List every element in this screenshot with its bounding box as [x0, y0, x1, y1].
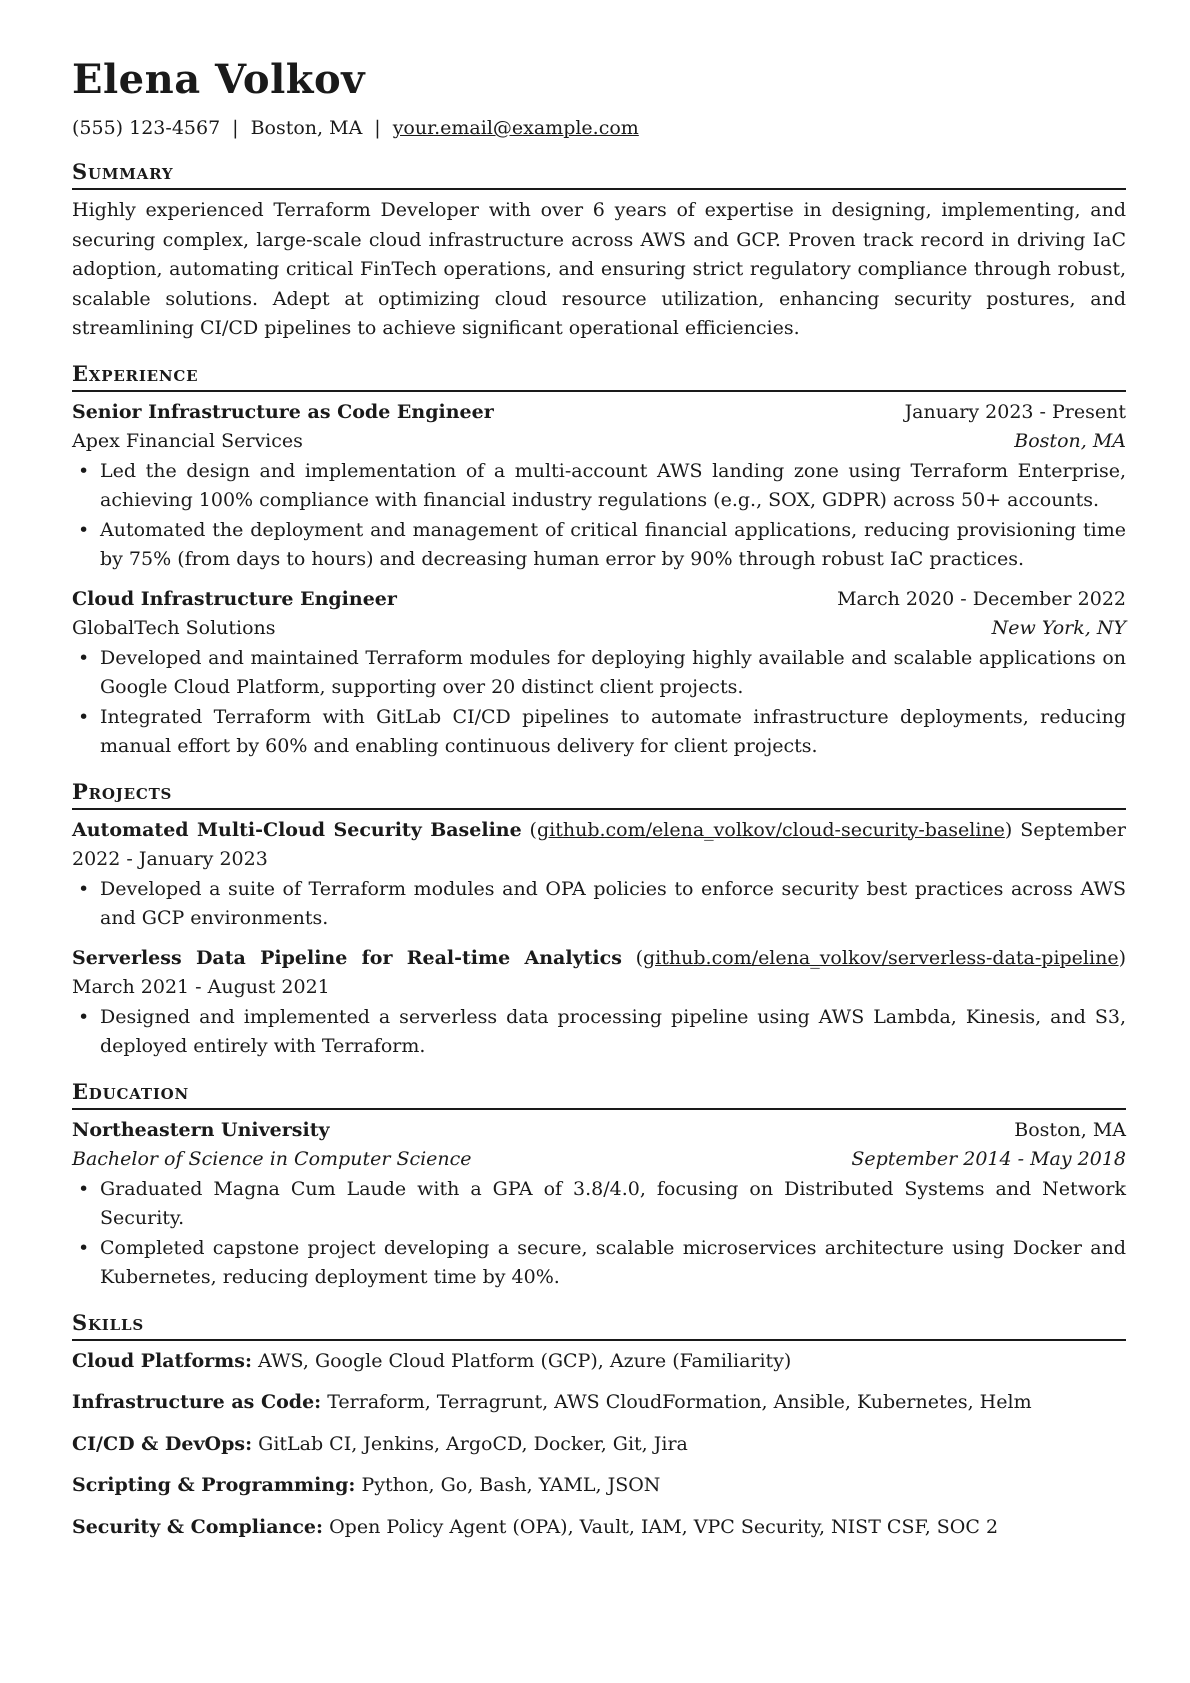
list-item: • Led the design and implementation of a multi-account AWS landing zone using Terraform Enterprise, achieving 100% compliance with financial industry regulations (e.g., SOX, GDPR) across 50+ accounts.: [100, 457, 1126, 516]
skill-value: Terraform, Terragrunt, AWS CloudFormation, Ansible, Kubernetes, Helm: [327, 1391, 1032, 1413]
bullet-icon: •: [78, 459, 90, 482]
experience-section: [72, 360, 1126, 762]
location: Boston, MA: [250, 117, 363, 139]
education-entry: [72, 1116, 1126, 1293]
job-company: Apex Financial Services: [72, 430, 303, 452]
education-dates: September 2014 - May 2018: [851, 1148, 1126, 1170]
job-role: Senior Infrastructure as Code Engineer: [72, 400, 494, 423]
job-location: New York, NY: [991, 617, 1126, 639]
project-dates: March 2021 - August 2021: [72, 976, 330, 998]
section-title: Summary: [72, 158, 1126, 190]
job-company: GlobalTech Solutions: [72, 617, 276, 639]
skill-label: CI/CD & DevOps:: [72, 1432, 253, 1455]
education-section: [72, 1078, 1126, 1293]
bullet-icon: •: [78, 646, 90, 669]
list-item: • Designed and implemented a serverless data processing pipeline using AWS Lambda, Kinesis, and S3, deployed entirely with Terraform.: [100, 1003, 1126, 1062]
skill-value: Open Policy Agent (OPA), Vault, IAM, VPC Security, NIST CSF, SOC 2: [329, 1515, 999, 1538]
section-title: Projects: [72, 778, 1126, 810]
bullet-icon: •: [78, 705, 90, 728]
list-item: • Developed a suite of Terraform modules and OPA policies to enforce security best practices across AWS and GCP environments.: [100, 875, 1126, 934]
skill-group: [72, 1388, 1126, 1418]
job-entry: [72, 585, 1126, 762]
phone: (555) 123-4567: [72, 117, 221, 139]
skill-label: Security & Compliance:: [72, 1515, 324, 1538]
skill-group: [72, 1471, 1126, 1501]
school-name: Northeastern University: [72, 1118, 330, 1141]
skill-value: Python, Go, Bash, YAML, JSON: [361, 1474, 661, 1496]
contact-line: [72, 114, 1126, 142]
job-dates: January 2023 - Present: [904, 400, 1126, 423]
summary-section: [72, 158, 1126, 344]
skill-value: GitLab CI, Jenkins, ArgoCD, Docker, Git, Jira: [258, 1432, 688, 1455]
project-entry: Automated Multi-Cloud Security Baseline (github.com/elena_volkov/cloud-security-baseline) September 2022 - January 2023 • Developed a suite of Terraform modules and OPA policies to enforce security best practices across AWS and GCP environments.: [72, 816, 1126, 934]
project-name: Serverless Data Pipeline for Real-time Analytics: [72, 946, 622, 969]
bullet-icon: •: [78, 877, 90, 900]
list-item: • Graduated Magna Cum Laude with a GPA of 3.8/4.0, focusing on Distributed Systems and Network Security.: [100, 1175, 1126, 1234]
job-role: Cloud Infrastructure Engineer: [72, 587, 397, 610]
skill-group: [72, 1347, 1126, 1377]
project-name: Automated Multi-Cloud Security Baseline: [72, 818, 522, 841]
skill-label: Scripting & Programming:: [72, 1474, 356, 1496]
school-location: Boston, MA: [1014, 1118, 1126, 1141]
bullet-icon: •: [78, 1005, 90, 1028]
skill-label: Cloud Platforms:: [72, 1349, 252, 1372]
list-item: • Automated the deployment and management of critical financial applications, reducing provisioning time by 75% (from days to hours) and decreasing human error by 90% through robust IaC practices.: [100, 516, 1126, 575]
skill-group: [72, 1430, 1126, 1460]
section-title: Skills: [72, 1309, 1126, 1341]
project-link[interactable]: github.com/elena_volkov/serverless-data-pipeline: [643, 946, 1119, 969]
bullet-icon: •: [78, 518, 90, 541]
skill-label: Infrastructure as Code:: [72, 1391, 322, 1413]
separator: |: [232, 117, 239, 139]
project-entry: Serverless Data Pipeline for Real-time Analytics (github.com/elena_volkov/serverless-data-pipeline) March 2021 - August 2021 • Designed and implemented a serverless data processing pipeline using AWS Lambda, Kinesis, and S3, deployed entirely with Terraform.: [72, 944, 1126, 1062]
skill-value: AWS, Google Cloud Platform (GCP), Azure (Familiarity): [258, 1349, 792, 1372]
bullet-icon: •: [78, 1236, 90, 1259]
projects-section: [72, 778, 1126, 1062]
list-item: • Completed capstone project developing a secure, scalable microservices architecture using Docker and Kubernetes, reducing deployment time by 40%.: [100, 1234, 1126, 1293]
skills-section: [72, 1309, 1126, 1543]
job-entry: [72, 398, 1126, 575]
section-title: Education: [72, 1078, 1126, 1110]
resume-page: [72, 56, 1126, 1542]
list-item: • Developed and maintained Terraform modules for deploying highly available and scalable applications on Google Cloud Platform, supporting over 20 distinct client projects.: [100, 644, 1126, 703]
job-dates: March 2020 - December 2022: [837, 587, 1126, 610]
bullet-icon: •: [78, 1177, 90, 1200]
summary-text: Highly experienced Terraform Developer with over 6 years of expertise in designing, implementing, and securing complex, large-scale cloud infrastructure across AWS and GCP. Proven track record in driving IaC adoption, automating critical FinTech operations, and ensuring strict regulatory compliance through robust, scalable solutions. Adept at optimizing cloud resource utilization, enhancing security postures, and streamlining CI/CD pipelines to achieve significant operational efficiencies.: [72, 199, 1126, 339]
project-link[interactable]: github.com/elena_volkov/cloud-security-baseline: [536, 818, 1005, 841]
candidate-name: Elena Volkov: [72, 56, 365, 103]
job-location: Boston, MA: [1014, 430, 1126, 452]
section-title: Experience: [72, 360, 1126, 392]
list-item: • Integrated Terraform with GitLab CI/CD pipelines to automate infrastructure deployments, reducing manual effort by 60% and enabling continuous delivery for client projects.: [100, 703, 1126, 762]
skill-group: [72, 1513, 1126, 1543]
project-dates: September 2022 - January 2023: [72, 818, 1126, 870]
separator: |: [374, 117, 381, 139]
degree: Bachelor of Science in Computer Science: [72, 1148, 472, 1170]
email-link[interactable]: your.email@example.com: [392, 117, 639, 139]
